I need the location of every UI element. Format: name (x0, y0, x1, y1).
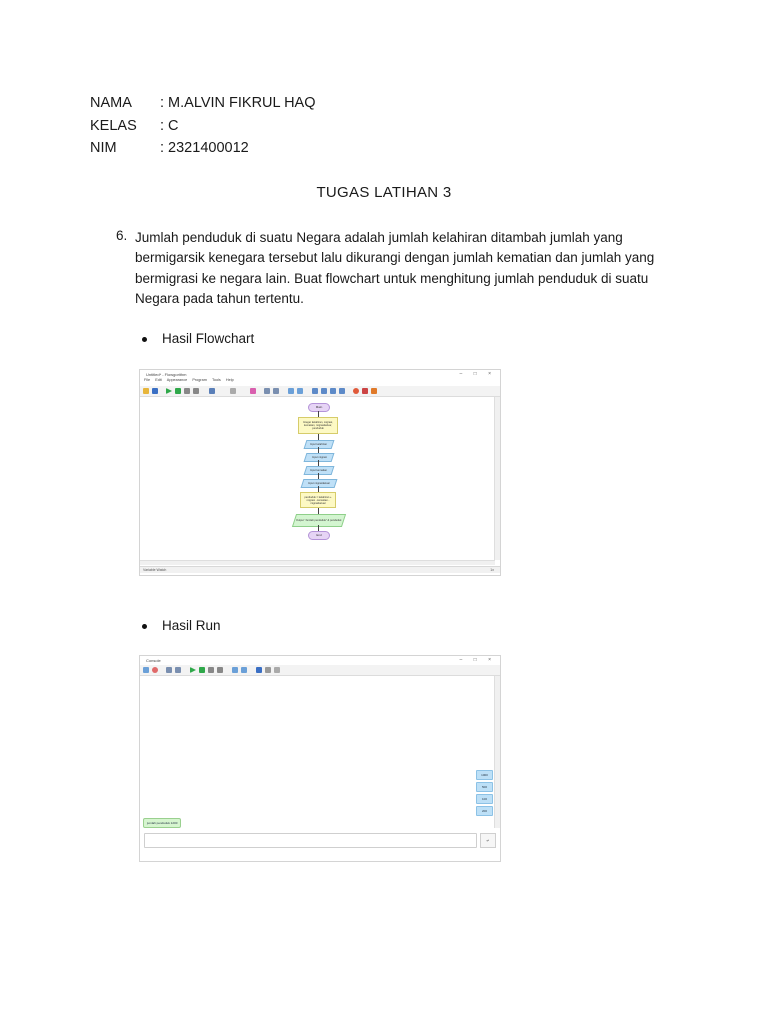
input-migrasi-label: Input migrasi (311, 456, 327, 459)
layout-icon[interactable] (288, 388, 294, 394)
open-icon[interactable] (143, 388, 149, 394)
flowchart-label: Hasil Flowchart (162, 331, 255, 346)
view-icon[interactable] (312, 388, 318, 394)
console-window-title: Console (146, 658, 161, 663)
window-controls[interactable]: – □ × (459, 371, 496, 377)
pause-icon[interactable] (184, 388, 190, 394)
view-icon-4[interactable] (339, 388, 345, 394)
zoom-out-icon[interactable] (273, 388, 279, 394)
nim-value: : 2321400012 (160, 140, 249, 156)
flow-input-migrasikeluar[interactable] (301, 479, 338, 488)
save-icon[interactable] (256, 667, 262, 673)
copy-icon[interactable] (265, 667, 271, 673)
question-number: 6. (116, 228, 128, 243)
console-titlebar (140, 656, 500, 664)
console-window-controls[interactable]: – □ × (459, 657, 496, 663)
console-window (139, 655, 501, 862)
flow-start[interactable]: Main (308, 403, 330, 412)
flowchart-titlebar (140, 370, 500, 378)
bullet-icon (142, 337, 147, 342)
tools-icon[interactable] (362, 388, 368, 394)
layout-icon[interactable] (232, 667, 238, 673)
color-icon[interactable] (353, 388, 359, 394)
input-bubble: 500 (476, 782, 493, 792)
flow-output[interactable] (292, 514, 346, 527)
menu-edit[interactable]: Edit (155, 378, 162, 382)
input-kematian-label: Input kematian (310, 469, 328, 472)
zoom-in-icon[interactable] (264, 388, 270, 394)
console-scrollbar[interactable] (494, 676, 500, 828)
console-toolbar (140, 665, 500, 676)
input-bubble: 1000 (476, 770, 493, 780)
flow-input-kematian[interactable] (304, 466, 335, 475)
export-icon[interactable] (371, 388, 377, 394)
step-icon[interactable] (199, 667, 205, 673)
zoom-level: 1x (490, 568, 494, 572)
menu-program[interactable]: Program (192, 378, 207, 382)
send-button[interactable]: ↵ (480, 833, 496, 848)
flowchart-canvas[interactable] (140, 397, 495, 560)
flow-declare[interactable]: Integer kelahiran, migrasi, kematian, migrasikeluar, penduduk (298, 417, 338, 434)
panel-icon[interactable] (297, 388, 303, 394)
font-icon[interactable] (230, 388, 236, 394)
input-bubble: 100 (476, 794, 493, 804)
run-icon[interactable] (166, 388, 172, 394)
flow-input-kelahiran[interactable] (304, 440, 335, 449)
status-text: Variable Watch (143, 568, 167, 572)
console-output-area (140, 676, 495, 828)
view-icon-2[interactable] (321, 388, 327, 394)
stop-icon[interactable] (217, 667, 223, 673)
panel-icon[interactable] (241, 667, 247, 673)
chart-icon[interactable] (250, 388, 256, 394)
flow-end[interactable]: End (308, 531, 330, 540)
view-icon-3[interactable] (330, 388, 336, 394)
kelas-label: KELAS (90, 118, 137, 134)
kelas-value: : C (160, 118, 179, 134)
vertical-scrollbar[interactable] (494, 397, 500, 560)
user-icon[interactable] (209, 388, 215, 394)
console-view-icon[interactable] (143, 667, 149, 673)
menu-help[interactable]: Help (225, 378, 234, 382)
pause-icon[interactable] (208, 667, 214, 673)
save-icon[interactable] (152, 388, 158, 394)
input-bubble: 200 (476, 806, 493, 816)
step-icon[interactable] (175, 388, 181, 394)
console-input-field[interactable] (144, 833, 477, 848)
flowchart-menubar (140, 378, 500, 384)
bullet-icon (142, 624, 147, 629)
zoom-in-icon[interactable] (166, 667, 172, 673)
input-migrasikeluar-label: Input migrasikeluar (308, 482, 330, 485)
output-label: Output "Jumlah penduduk" & penduduk (296, 519, 342, 522)
horizontal-scrollbar[interactable] (140, 560, 495, 565)
menu-tools[interactable]: Tools (211, 378, 221, 382)
question-text: Jumlah penduduk di suatu Negara adalah jumlah kelahiran ditambah jumlah yang bermigarsik kenegara tersebut lalu dikurangi dengan jumlah kematian dan jumlah yang bermigrasi ke negara lain. Buat flowchart untuk menghitung jumlah penduduk di suatu Negara pada tahun tertentu. (135, 230, 655, 306)
input-kelahiran-label: Input kelahiran (310, 443, 328, 446)
zoom-out-icon[interactable] (175, 667, 181, 673)
settings-icon[interactable] (274, 667, 280, 673)
flow-input-migrasi[interactable] (304, 453, 335, 462)
menu-appearance[interactable]: Appearance (166, 378, 188, 382)
menu-file[interactable]: File (144, 378, 151, 382)
flowchart-window-title: Untitled* - Flowgorithm (146, 372, 187, 377)
flow-assign[interactable]: penduduk = kelahiran + migrasi - kematian - migrasikeluar (300, 492, 336, 508)
stop-icon[interactable] (193, 388, 199, 394)
nim-label: NIM (90, 140, 117, 156)
flowchart-statusbar (140, 566, 500, 573)
output-bubble: jumlah penduduk 1200 (143, 818, 181, 828)
clear-icon[interactable] (152, 667, 158, 673)
page-title: TUGAS LATIHAN 3 (316, 184, 452, 201)
run-label: Hasil Run (162, 618, 221, 633)
flowchart-toolbar (140, 386, 500, 397)
nama-label: NAMA (90, 95, 132, 111)
flowchart-window (139, 369, 501, 576)
nama-value: : M.ALVIN FIKRUL HAQ (160, 95, 316, 111)
run-icon[interactable] (190, 667, 196, 673)
